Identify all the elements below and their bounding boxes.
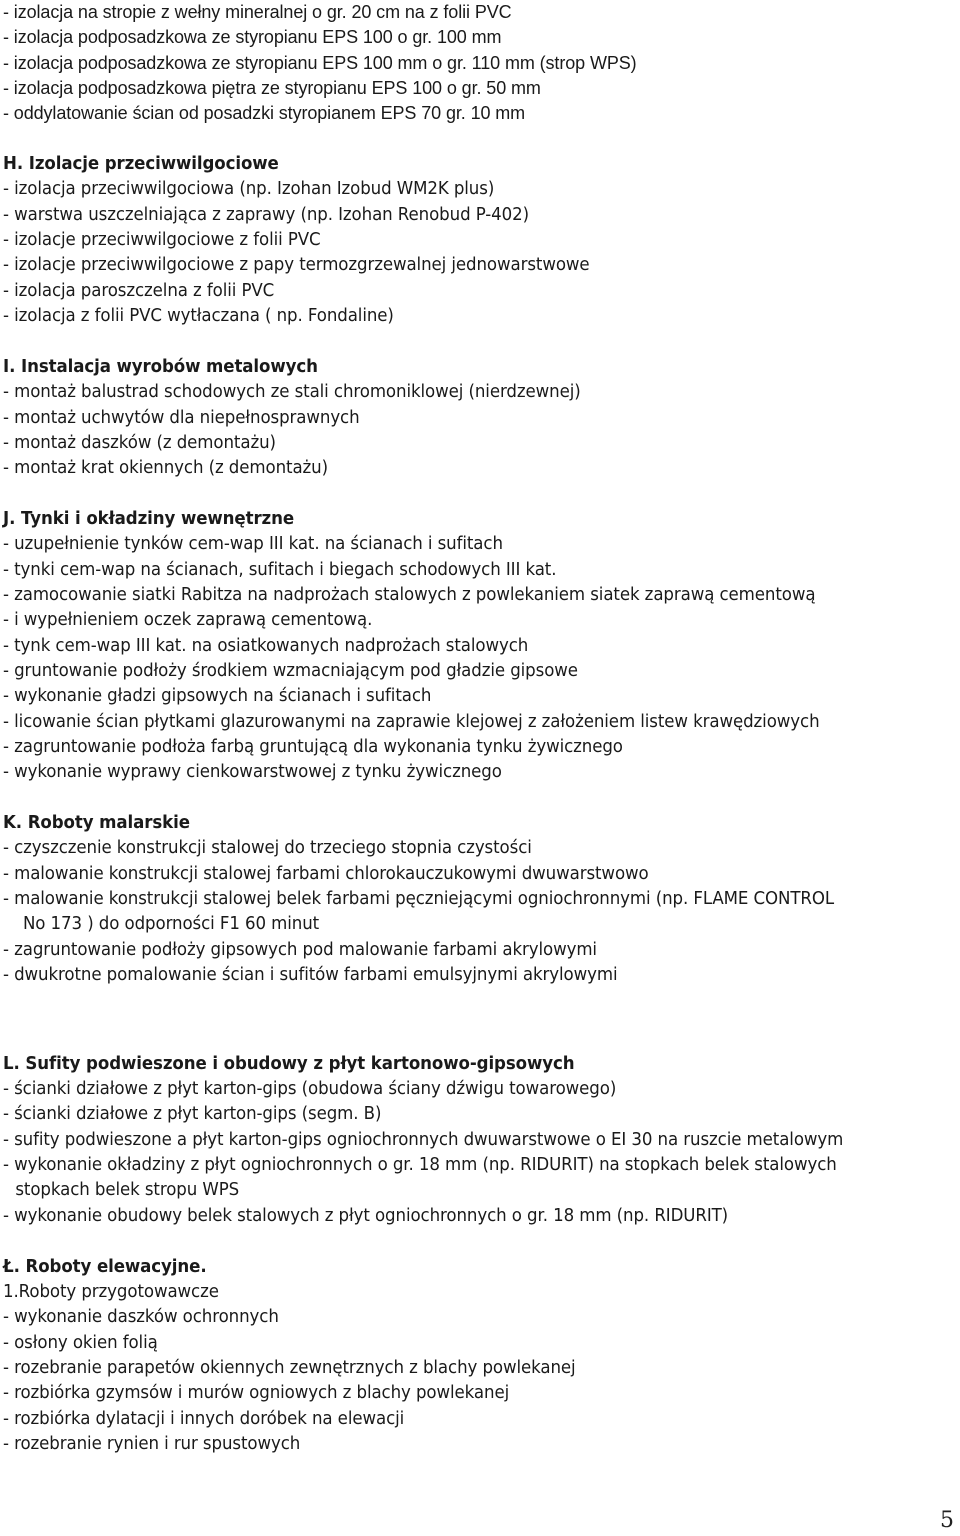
list-item: - wykonanie gładzi gipsowych na ścianach i sufitach xyxy=(3,686,432,707)
list-item: - rozbiórka gzymsów i murów ogniowych z blachy powlekanej xyxy=(3,1383,510,1404)
list-item: - malowanie konstrukcji stalowej farbami chlorokauczukowymi dwuwarstwowo xyxy=(3,863,649,884)
list-item: - rozbiórka dylatacji i innych doróbek na elewacji xyxy=(3,1408,405,1429)
list-item-continuation: No 173 ) do odporności F1 60 minut xyxy=(22,914,320,935)
section-i xyxy=(3,355,958,482)
list-item: - izolacje przeciwwilgociowe z papy termozgrzewalnej jednowarstwowe xyxy=(3,255,590,276)
section-l xyxy=(3,1052,958,1229)
subsection-heading: 1.Roboty przygotowawcze xyxy=(3,1281,219,1302)
document-page xyxy=(3,0,958,1457)
list-item: - rozebranie parapetów okiennych zewnętrznych z blachy powlekanej xyxy=(3,1357,576,1378)
list-item: - sufity podwieszone a płyt karton-gips ogniochronnych dwuwarstwowe o EI 30 na ruszcie metalowym xyxy=(3,1129,844,1150)
list-item-continuation: stopkach belek stropu WPS xyxy=(15,1180,240,1201)
section-heading: H. Izolacje przeciwwilgociowe xyxy=(3,154,279,175)
section-heading: K. Roboty malarskie xyxy=(3,813,190,833)
list-item: - ścianki działowe z płyt karton-gips (obudowa ściany dźwigu towarowego) xyxy=(3,1079,617,1100)
section-heading: I. Instalacja wyrobów metalowych xyxy=(3,356,318,377)
list-item: - montaż krat okiennych (z demontażu) xyxy=(3,458,329,479)
intro-list xyxy=(3,0,958,127)
section-j xyxy=(3,507,958,786)
list-item: - izolacja paroszczelna z folii PVC xyxy=(3,280,275,301)
list-item: - izolacja na stropie z wełny mineralnej o gr. 20 cm na z folii PVC xyxy=(3,2,512,22)
list-item: - zamocowanie siatki Rabitza na nadprożach stalowych z powlekaniem siatek zaprawą cementową xyxy=(3,584,816,605)
list-item: - ścianki działowe z płyt karton-gips (segm. B) xyxy=(3,1104,382,1125)
list-item: - dwukrotne pomalowanie ścian i sufitów farbami emulsyjnymi akrylowymi xyxy=(3,965,618,986)
list-item: - rozebranie rynien i rur spustowych xyxy=(3,1433,301,1454)
list-item: - izolacje przeciwwilgociowe z folii PVC xyxy=(3,230,321,251)
list-item: - zagruntowanie podłoża farbą gruntującą dla wykonania tynku żywicznego xyxy=(3,736,623,757)
list-item: - warstwa uszczelniająca z zaprawy (np. Izohan Renobud P-402) xyxy=(3,204,530,225)
list-item: - izolacja podposadzkowa ze styropianu EPS 100 o gr. 100 mm xyxy=(3,27,502,48)
list-item: - licowanie ścian płytkami glazurowanymi na zaprawie klejowej z założeniem listew krawędziowych xyxy=(3,711,820,732)
list-item: - oddylatowanie ścian od posadzki styropianem EPS 70 gr. 10 mm xyxy=(3,103,526,124)
list-item: - wykonanie okładziny z płyt ogniochronnych o gr. 18 mm (np. RIDURIT) na stopkach belek stalowych xyxy=(3,1155,837,1176)
list-item: - uzupełnienie tynków cem-wap III kat. na ścianach i sufitach xyxy=(3,534,503,555)
list-item: - osłony okien folią xyxy=(3,1332,158,1353)
list-item: - izolacja podposadzkowa piętra ze styropianu EPS 100 o gr. 50 mm xyxy=(3,78,541,99)
list-item: - malowanie konstrukcji stalowej belek farbami pęczniejącymi ogniochronnymi (np. FLAME CONTROL xyxy=(3,889,835,910)
section-l-stroke xyxy=(3,1255,958,1458)
page-number: 5 xyxy=(940,1508,954,1533)
section-k xyxy=(3,811,958,988)
list-item: - zagruntowanie podłoży gipsowych pod malowanie farbami akrylowymi xyxy=(3,939,597,960)
list-item: - gruntowanie podłoży środkiem wzmacniającym pod gładzie gipsowe xyxy=(3,660,578,681)
list-item: - wykonanie obudowy belek stalowych z płyt ogniochronnych o gr. 18 mm (np. RIDURIT) xyxy=(3,1205,729,1226)
list-item: - wykonanie wyprawy cienkowarstwowej z tynku żywicznego xyxy=(3,762,502,783)
list-item: - wykonanie daszków ochronnych xyxy=(3,1307,279,1328)
list-item: - montaż uchwytów dla niepełnosprawnych xyxy=(3,407,360,428)
section-heading: J. Tynki i okładziny wewnętrzne xyxy=(3,508,295,529)
list-item: - i wypełnieniem oczek zaprawą cementową. xyxy=(3,610,373,631)
section-heading: Ł. Roboty elewacyjne. xyxy=(3,1256,207,1277)
list-item: - montaż balustrad schodowych ze stali chromoniklowej (nierdzewnej) xyxy=(3,382,581,403)
list-item: - tynk cem-wap III kat. na osiatkowanych nadprożach stalowych xyxy=(3,635,529,656)
list-item: - izolacja przeciwwilgociowa (np. Izohan Izobud WM2K plus) xyxy=(3,179,495,200)
list-item: - tynki cem-wap na ścianach, sufitach i biegach schodowych III kat. xyxy=(3,559,557,580)
section-h xyxy=(3,152,958,329)
section-heading: L. Sufity podwieszone i obudowy z płyt kartonowo-gipsowych xyxy=(3,1053,575,1074)
list-item: - izolacja podposadzkowa ze styropianu EPS 100 mm o gr. 110 mm (strop WPS) xyxy=(3,52,637,73)
list-item: - izolacja z folii PVC wytłaczana ( np. Fondaline) xyxy=(3,306,394,327)
list-item: - czyszczenie konstrukcji stalowej do trzeciego stopnia czystości xyxy=(3,838,532,859)
list-item: - montaż daszków (z demontażu) xyxy=(3,432,276,453)
